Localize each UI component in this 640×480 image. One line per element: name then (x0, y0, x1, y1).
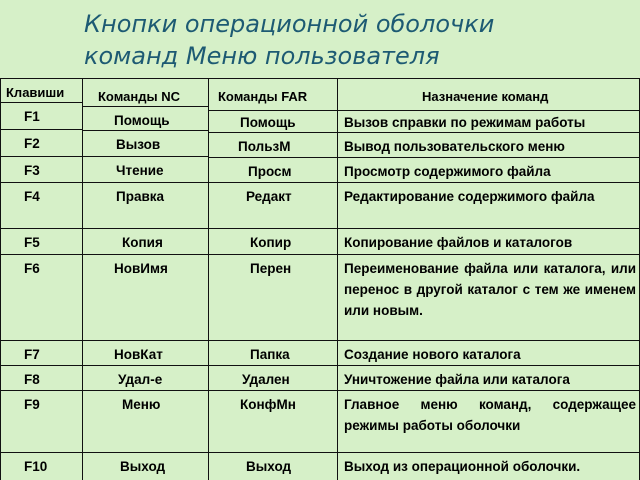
description-cell: Просмотр содержимого файла (344, 164, 551, 179)
row-divider (82, 228, 208, 229)
key-cell: F2 (24, 136, 40, 151)
row-divider (208, 365, 640, 366)
far-command-cell: Просм (248, 164, 292, 179)
row-divider (82, 452, 208, 453)
description-cell: Переименование файла или каталога, или перенос в другой каталог с тем же именем или новым. (344, 261, 636, 318)
row-divider (82, 390, 208, 391)
far-command-cell: Помощь (240, 115, 296, 130)
nc-command-cell: Помощь (114, 113, 170, 128)
row-divider (0, 365, 82, 366)
title-line-2: команд Меню пользователя (84, 42, 440, 70)
row-divider (208, 182, 640, 183)
row-divider (208, 340, 640, 341)
far-command-cell: Редакт (246, 189, 292, 204)
key-cell: F4 (24, 189, 40, 204)
row-divider (82, 78, 208, 79)
description-cell: Копирование файлов и каталогов (344, 235, 573, 250)
row-divider (82, 182, 208, 183)
column-divider (208, 78, 209, 480)
nc-command-cell: НовКат (114, 347, 163, 362)
row-divider (82, 365, 208, 366)
far-command-cell: Удален (242, 372, 290, 387)
nc-command-cell: Вызов (116, 137, 161, 152)
far-command-cell: КонфМн (240, 397, 296, 412)
row-divider (0, 254, 82, 255)
column-divider (82, 78, 83, 480)
far-command-cell: Перен (250, 261, 292, 276)
row-divider (82, 156, 208, 157)
far-command-cell: Папка (250, 347, 290, 362)
row-divider (0, 78, 82, 79)
description-cell: Редактирование содержимого файла (344, 189, 595, 204)
row-divider (0, 182, 82, 183)
row-divider (0, 340, 82, 341)
nc-command-cell: Копия (122, 235, 163, 250)
key-cell: F3 (24, 163, 40, 178)
row-divider (208, 110, 640, 111)
row-divider (0, 228, 82, 229)
row-divider (0, 390, 82, 391)
description-cell: Выход из операционной оболочки. (344, 459, 581, 474)
key-cell: F5 (24, 235, 40, 250)
row-divider (208, 228, 640, 229)
row-divider (208, 254, 640, 255)
row-divider (208, 78, 640, 79)
description-cell: Вызов справки по режимам работы (344, 115, 586, 130)
nc-command-cell: Меню (122, 397, 161, 412)
key-cell: F6 (24, 261, 40, 276)
table-border (0, 78, 1, 480)
row-divider (208, 452, 640, 453)
nc-command-cell: Правка (116, 189, 165, 204)
nc-command-cell: НовИмя (114, 261, 168, 276)
key-cell: F8 (24, 372, 40, 387)
description-cell: Создание нового каталога (344, 347, 521, 362)
header-desc: Назначение команд (422, 89, 549, 104)
description-cell: Вывод пользовательского меню (344, 139, 565, 154)
nc-command-cell: Удал-е (118, 372, 163, 387)
far-command-cell: Выход (246, 459, 292, 474)
key-cell: F9 (24, 397, 40, 412)
row-divider (208, 157, 640, 158)
description-cell: Главное меню команд, содержащее режимы работы оболочки (344, 397, 636, 433)
header-far: Команды FAR (218, 89, 308, 104)
title-line-1: Кнопки операционной оболочки (84, 10, 495, 38)
nc-command-cell: Чтение (116, 163, 164, 178)
key-cell: F10 (24, 459, 48, 474)
row-divider (0, 156, 82, 157)
far-command-cell: ПользМ (238, 139, 291, 154)
row-divider (82, 340, 208, 341)
row-divider (208, 390, 640, 391)
header-nc: Команды NC (98, 89, 180, 104)
row-divider (82, 254, 208, 255)
column-divider (337, 78, 338, 480)
far-command-cell: Копир (250, 235, 292, 250)
description-cell: Уничтожение файла или каталога (344, 372, 570, 387)
commands-table (0, 78, 640, 480)
key-cell: F1 (24, 109, 40, 124)
nc-command-cell: Выход (120, 459, 166, 474)
header-keys: Клавиши (6, 85, 65, 100)
row-divider (0, 129, 82, 130)
row-divider (0, 452, 82, 453)
page-title (84, 8, 624, 72)
key-cell: F7 (24, 347, 40, 362)
